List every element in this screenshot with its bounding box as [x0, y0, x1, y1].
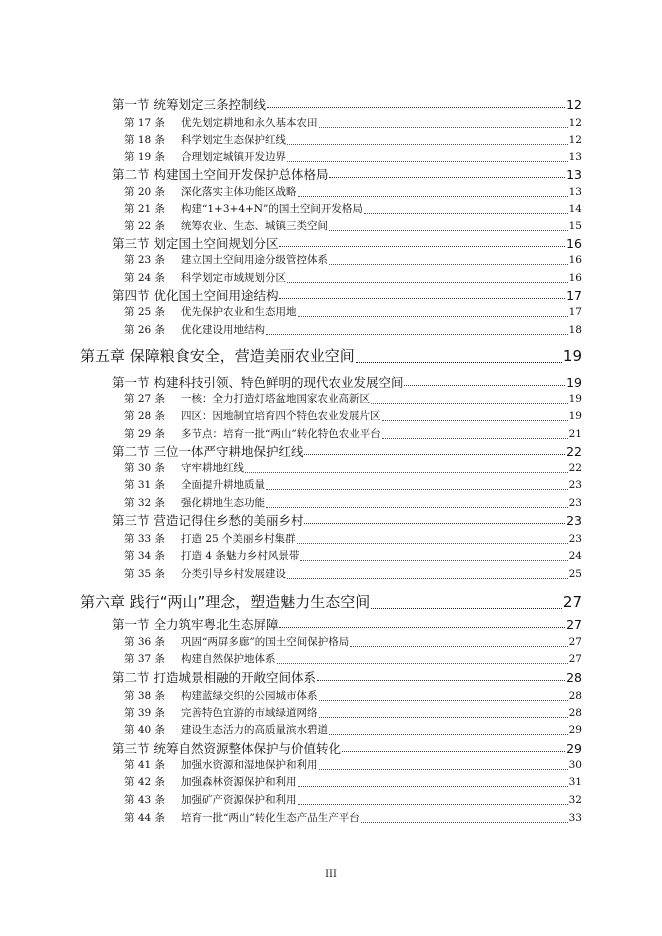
toc-article-number: 第 36 条	[124, 636, 166, 648]
toc-entry-title: 构建“1+3+4+N”的国土空间开发格局	[181, 203, 363, 215]
toc-page-number: 13	[568, 186, 582, 198]
toc-entry-title: 一核：全力打造灯塔盆地国家农业高新区	[181, 393, 370, 405]
toc-article-number: 第 22 条	[124, 220, 166, 232]
toc-entry-article[interactable]	[124, 184, 582, 200]
dot-leader	[361, 822, 568, 823]
toc-entry-article[interactable]	[124, 548, 582, 564]
toc-page-number: 14	[568, 203, 582, 215]
toc-page-number: 24	[568, 550, 582, 562]
toc-page-number: 12	[566, 97, 582, 112]
toc-page-number: 29	[568, 724, 582, 736]
toc-page-number: 27	[562, 593, 582, 611]
toc-entry-article[interactable]	[124, 391, 582, 407]
toc-entry-article[interactable]	[124, 132, 582, 148]
toc-page-number: 18	[568, 324, 582, 336]
toc-article-number: 第 43 条	[124, 794, 166, 806]
dot-leader	[266, 334, 568, 335]
toc-article-number: 第 34 条	[124, 550, 166, 562]
toc-entry-section[interactable]	[112, 511, 582, 528]
toc-page-number: 13	[566, 167, 582, 182]
toc-article-number: 第 38 条	[124, 690, 166, 702]
toc-entry-section[interactable]	[112, 615, 582, 632]
toc-page-number: 22	[566, 444, 582, 459]
toc-page-number: 31	[568, 776, 582, 788]
toc-entry-article[interactable]	[124, 218, 582, 234]
toc-page-number: 23	[568, 479, 582, 491]
toc-entry-article[interactable]	[124, 304, 582, 320]
toc-article-number: 第 19 条	[124, 151, 166, 163]
dot-leader	[298, 786, 568, 787]
dot-leader	[371, 608, 562, 609]
dot-leader	[342, 751, 565, 752]
toc-entry-title: 守牢耕地红线	[181, 462, 244, 474]
toc-page-number: 27	[568, 636, 582, 648]
dot-leader	[404, 385, 565, 386]
toc-entry-article[interactable]	[124, 774, 582, 790]
dot-leader	[329, 177, 565, 178]
toc-article-number: 第 21 条	[124, 203, 166, 215]
toc-entry-title: 第三节 营造记得住乡愁的美丽乡村	[112, 513, 304, 528]
toc-page-number: 19	[562, 347, 582, 365]
toc-entry-article[interactable]	[124, 149, 582, 165]
toc-entry-title: 完善特色宜游的市域绿道网络	[181, 707, 318, 719]
dot-leader	[329, 734, 568, 735]
toc-article-number: 第 23 条	[124, 254, 166, 266]
toc-page-number: 16	[568, 254, 582, 266]
toc-article-number: 第 41 条	[124, 759, 166, 771]
toc-entry-title: 构建自然保护地体系	[181, 653, 276, 665]
page-number-footer: III	[325, 869, 337, 880]
toc-article-number: 第 20 条	[124, 186, 166, 198]
toc-entry-article[interactable]	[124, 201, 582, 217]
toc-article-number: 第 17 条	[124, 117, 166, 129]
toc-page-number: 19	[568, 410, 582, 422]
toc-entry-title: 强化耕地生态功能	[181, 497, 265, 509]
toc-entry-title: 全面提升耕地质量	[181, 479, 265, 491]
dot-leader	[356, 362, 562, 363]
toc-page-number: 32	[568, 794, 582, 806]
dot-leader	[298, 316, 568, 317]
dot-leader	[279, 627, 565, 628]
dot-leader	[298, 196, 568, 197]
toc-article-number: 第 39 条	[124, 707, 166, 719]
toc-entry-title: 优先保护农业和生态用地	[181, 306, 297, 318]
toc-entry-title: 第一节 全力筑牢粤北生态屏障	[112, 617, 279, 632]
toc-article-number: 第 35 条	[124, 568, 166, 580]
dot-leader	[371, 403, 568, 404]
dot-leader	[287, 282, 568, 283]
toc-page-number: 17	[566, 288, 582, 303]
toc-entry-article[interactable]	[124, 477, 582, 493]
toc-page-number: 23	[568, 497, 582, 509]
toc-entry-article[interactable]	[124, 757, 582, 773]
toc-entry-article[interactable]	[124, 688, 582, 704]
dot-leader	[245, 472, 568, 473]
toc-page-number: 23	[566, 513, 582, 528]
dot-leader	[319, 700, 568, 701]
toc-entry-title: 第二节 构建国土空间开发保护总体格局	[112, 167, 329, 182]
toc-article-number: 第 28 条	[124, 410, 166, 422]
toc-page-number: 12	[568, 117, 582, 129]
toc-entry-article[interactable]	[124, 792, 582, 808]
dot-leader	[298, 804, 568, 805]
toc-article-number: 第 32 条	[124, 497, 166, 509]
dot-leader	[279, 298, 565, 299]
toc-entry-title: 加强水资源和湿地保护和利用	[181, 759, 318, 771]
toc-entry-article[interactable]	[124, 270, 582, 286]
toc-article-number: 第 31 条	[124, 479, 166, 491]
toc-entry-title: 加强矿产资源保护和利用	[181, 794, 297, 806]
toc-page-number: 13	[568, 151, 582, 163]
toc-article-number: 第 30 条	[124, 462, 166, 474]
toc-entry-title: 打造 4 条魅力乡村风景带	[181, 550, 300, 562]
dot-leader	[319, 717, 568, 718]
toc-article-number: 第 25 条	[124, 306, 166, 318]
dot-leader	[300, 560, 567, 561]
toc-article-number: 第 27 条	[124, 393, 166, 405]
toc-entry-article[interactable]	[124, 810, 582, 826]
toc-page-number: 30	[568, 759, 582, 771]
toc-entry-title: 四区：因地制宜培育四个特色农业发展片区	[181, 410, 381, 422]
toc-entry-title: 分类引导乡村发展建设	[181, 568, 286, 580]
toc-entry-section[interactable]	[112, 442, 582, 459]
toc-entry-section[interactable]	[112, 95, 582, 112]
dot-leader	[329, 264, 568, 265]
toc-page-number: 16	[568, 272, 582, 284]
toc-page-number: 27	[568, 653, 582, 665]
toc-article-number: 第 44 条	[124, 812, 166, 824]
toc-entry-title: 第二节 打造城景相融的开敞空间体系	[112, 670, 316, 685]
toc-entry-title: 第二节 三位一体严守耕地保护红线	[112, 444, 304, 459]
toc-entry-section[interactable]	[112, 668, 582, 685]
toc-entry-article[interactable]	[124, 115, 582, 131]
dot-leader	[297, 543, 568, 544]
toc-page-number: 21	[568, 428, 582, 440]
dot-leader	[287, 161, 568, 162]
dot-leader	[304, 454, 565, 455]
toc-entry-section[interactable]	[112, 739, 582, 756]
toc-entry-title: 第一节 构建科技引领、特色鲜明的现代农业发展空间	[112, 375, 404, 390]
toc-entry-title: 科学划定市域规划分区	[181, 272, 286, 284]
toc-entry-article[interactable]	[124, 408, 582, 424]
dot-leader	[287, 578, 568, 579]
toc-entry-article[interactable]	[124, 566, 582, 582]
toc-entry-article[interactable]	[124, 495, 582, 511]
toc-entry-chapter[interactable]	[80, 591, 582, 613]
toc-article-number: 第 33 条	[124, 533, 166, 545]
toc-article-number: 第 42 条	[124, 776, 166, 788]
toc-entry-title: 构建蓝绿交织的公园城市体系	[181, 690, 318, 702]
toc-entry-title: 合理划定城镇开发边界	[181, 151, 286, 163]
toc-page-number: 23	[568, 533, 582, 545]
toc-entry-section[interactable]	[112, 234, 582, 251]
dot-leader	[350, 646, 567, 647]
toc-entry-title: 优化建设用地结构	[181, 324, 265, 336]
toc-page-number: 27	[566, 617, 582, 632]
toc-entry-title: 第四节 优化国土空间用途结构	[112, 288, 279, 303]
toc-entry-article[interactable]	[124, 426, 582, 442]
toc-entry-title: 建设生态活力的高质量滨水碧道	[181, 724, 328, 736]
toc-page-number: 33	[568, 812, 582, 824]
dot-leader	[364, 213, 568, 214]
toc-entry-title: 打造 25 个美丽乡村集群	[181, 533, 296, 545]
toc-page-number: 28	[566, 670, 582, 685]
toc-entry-title: 第三节 统筹自然资源整体保护与价值转化	[112, 741, 341, 756]
toc-page-number: 25	[568, 568, 582, 580]
toc-entry-title: 统筹农业、生态、城镇三类空间	[181, 220, 328, 232]
toc-page-number: 19	[566, 375, 582, 390]
dot-leader	[319, 769, 568, 770]
toc-entry-chapter[interactable]	[80, 345, 582, 367]
toc-article-number: 第 37 条	[124, 653, 166, 665]
toc-entry-article[interactable]	[124, 460, 582, 476]
toc-entry-article[interactable]	[124, 705, 582, 721]
toc-page-number: 28	[568, 707, 582, 719]
toc-page-number: 22	[568, 462, 582, 474]
toc-entry-title: 建立国土空间用途分级管控体系	[181, 254, 328, 266]
toc-entry-article[interactable]	[124, 252, 582, 268]
toc-entry-article[interactable]	[124, 651, 582, 667]
toc-page-number: 12	[568, 134, 582, 146]
toc-entry-section[interactable]	[112, 286, 582, 303]
toc-page-number: 28	[568, 690, 582, 702]
toc-page-number: 15	[568, 220, 582, 232]
toc-article-number: 第 40 条	[124, 724, 166, 736]
toc-entry-title: 第六章 践行“两山”理念，塑造魅力生态空间	[80, 593, 371, 611]
toc-article-number: 第 26 条	[124, 324, 166, 336]
toc-page-number: 16	[566, 236, 582, 251]
toc-entry-article[interactable]	[124, 722, 582, 738]
toc-entry-section[interactable]	[112, 373, 582, 390]
toc-article-number: 第 18 条	[124, 134, 166, 146]
toc-entry-title: 巩固“两屏多廊”的国土空间保护格局	[181, 636, 350, 648]
toc-article-number: 第 24 条	[124, 272, 166, 284]
toc-article-number: 第 29 条	[124, 428, 166, 440]
toc-entry-title: 培育一批“两山”转化生态产品生产平台	[181, 812, 360, 824]
toc-entry-title: 优先划定耕地和永久基本农田	[181, 117, 318, 129]
dot-leader	[266, 489, 568, 490]
toc-page-number: 19	[568, 393, 582, 405]
dot-leader	[329, 230, 568, 231]
toc-entry-title: 加强森林资源保护和利用	[181, 776, 297, 788]
toc-entry-title: 第五章 保障粮食安全，营造美丽农业空间	[80, 347, 355, 365]
dot-leader	[317, 680, 565, 681]
toc-entry-title: 第三节 划定国土空间规划分区	[112, 236, 279, 251]
dot-leader	[382, 438, 568, 439]
dot-leader	[267, 107, 565, 108]
toc-entry-section[interactable]	[112, 165, 582, 182]
toc-entry-article[interactable]	[124, 531, 582, 547]
toc-entry-title: 科学划定生态保护红线	[181, 134, 286, 146]
dot-leader	[287, 144, 568, 145]
toc-entry-title: 深化落实主体功能区战略	[181, 186, 297, 198]
toc-page-number: 29	[566, 741, 582, 756]
toc-entry-title: 多节点：培育一批“两山”转化特色农业平台	[181, 428, 381, 440]
dot-leader	[319, 127, 568, 128]
dot-leader	[304, 523, 565, 524]
toc-entry-article[interactable]	[124, 322, 582, 338]
dot-leader	[279, 246, 565, 247]
toc-page-number: 17	[568, 306, 582, 318]
dot-leader	[382, 420, 568, 421]
dot-leader	[277, 663, 568, 664]
toc-entry-title: 第一节 统筹划定三条控制线	[112, 97, 266, 112]
toc-entry-article[interactable]	[124, 634, 582, 650]
dot-leader	[266, 507, 568, 508]
